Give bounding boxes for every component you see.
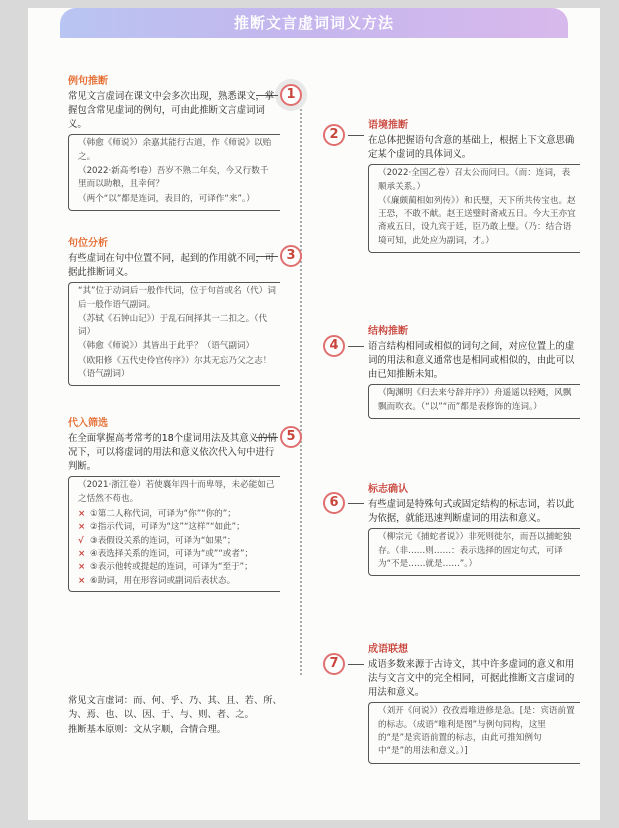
example-box (68, 476, 280, 592)
example-text: （韩愈《师说》）余嘉其能行古道，作《师说》以贻之。 (78, 138, 272, 162)
mark-icon: × (78, 548, 86, 559)
example-text: （刘开《问说》）孜孜焉唯进修是急。[是：宾语前置的标志。（成语“唯利是图”与例句同构，这里的“是”是宾语前置的标志，由此可推知例句中“是”的用法和意义。）] (378, 706, 575, 757)
example-text: （苏轼《石钟山记》）于乱石间择其一二扣之。（代词） (78, 313, 268, 338)
page (28, 8, 600, 820)
section-heading: 句位分析 (68, 238, 108, 249)
section-4 (368, 324, 580, 419)
section-2 (368, 118, 580, 253)
example-box (68, 282, 280, 386)
option-text: ⑤表示他转或提起的连词，可译为“至于”； (90, 562, 253, 573)
section-5 (68, 416, 280, 592)
connector-7 (348, 664, 364, 665)
example-box (368, 164, 580, 253)
section-number-3: 3 (280, 245, 302, 267)
option-item (78, 548, 276, 561)
example-text: “其”位于动词后一般作代词，位于句首或名（代）词后一般作语气副词。 (78, 286, 276, 310)
section-heading: 例句推断 (68, 76, 108, 87)
example-text: （陶渊明《归去来兮辞并序》）舟遥遥以轻飏，风飘飘而吹衣。（“以”“而”都是表修饰的连词。） (378, 388, 572, 412)
mark-icon: × (78, 522, 86, 533)
example-text: （柳宗元《捕蛇者说》）非死则徙尔，而吾以捕蛇独存。（非……则……：表示选择的固定句式，可译为“不是……就是……”。） (378, 532, 572, 569)
example-text: （2022·全国乙卷）召太公而问曰。（而：连词，表顺承关系。） (378, 168, 571, 192)
example-text: （2021·浙江卷）若使襄年四十而卑辱，未必能如己之恬然不苟也。 (78, 480, 275, 504)
section-intro: 语言结构相同或相似的词句之间，对应位置上的虚词的用法和意义通常也是相同或相似的，由此可以由已知推断未知。 (368, 341, 575, 381)
section-number-4: 4 (323, 335, 345, 357)
section-3 (68, 236, 280, 386)
mark-icon: √ (78, 535, 84, 546)
section-intro: 在总体把握语句含意的基础上，根据上下文意思确定某个虚词的具体词义。 (368, 135, 575, 161)
footer-summary (68, 694, 284, 737)
example-text: （《廉颇蔺相如列传》）和氏璧，天下所共传宝也。赵王恐，不敢不献。赵王送璧时斋戒五日。今大王亦宜斋戒五日，设九宾于廷，臣乃敢上璧。（乃：结合语境可知，此处应为副词，才。） (378, 195, 576, 246)
section-intro: 有些虚词在句中位置不同，起到的作用就不同，可据此推断词义。 (68, 253, 275, 279)
section-heading: 标志确认 (368, 484, 408, 495)
section-heading: 代入筛选 (68, 418, 108, 429)
section-7 (368, 642, 580, 764)
option-item (78, 535, 276, 548)
section-heading: 成语联想 (368, 644, 408, 655)
section-intro: 在全面掌握高考常考的18个虚词用法及其意义的情况下，可以将虚词的用法和意义依次代入句中进行判断。 (68, 433, 277, 473)
inference-principle: 推断基本原则：文从字顺，合情合理。 (68, 723, 227, 735)
section-number-5: 5 (280, 426, 302, 448)
option-text: ③表假设关系的连词，可译为“如果”； (90, 535, 236, 546)
example-box (368, 384, 580, 419)
option-item (78, 521, 276, 534)
section-number-6: 6 (323, 492, 345, 514)
mark-icon: × (78, 508, 86, 519)
connector-2 (348, 135, 364, 136)
connector-4 (348, 346, 364, 347)
example-note: （两个“以”都是连词，表目的，可译作“来”。） (78, 193, 255, 204)
connector-6 (348, 503, 364, 504)
section-intro: 有些虚词是特殊句式或固定结构的标志词，若以此为依据，就能迅速判断虚词的用法和意义。 (368, 499, 575, 525)
option-text: ①第二人称代词，可译为“你”“你的”； (90, 508, 236, 519)
option-list (78, 508, 276, 588)
mark-icon: × (78, 575, 86, 586)
section-number-2: 2 (323, 124, 345, 146)
example-text: （欧阳修《五代史伶官传序》）尔其无忘乃父之志！（语气副词） (78, 355, 272, 380)
section-number-7: 7 (323, 653, 345, 675)
mark-icon: × (78, 562, 86, 573)
section-intro: 成语多数来源于古诗文，其中许多虚词的意义和用法与文言文中的完全相同，可据此推断文言虚词的用法和意义。 (368, 659, 575, 699)
option-text: ④表选择关系的连词，可译为“或”“或者”； (90, 548, 254, 559)
common-particles-list: 常见文言虚词：而、何、乎、乃、其、且、若、所、为、焉、也、以、因、于、与、则、者、之。 (68, 695, 282, 721)
example-text: （韩愈《师说》）其皆出于此乎？（语气副词） (78, 341, 255, 352)
example-box (368, 702, 580, 763)
page-title: 推断文言虚词词义方法 (60, 8, 568, 38)
section-1 (68, 74, 280, 211)
section-6 (368, 482, 580, 576)
option-text: ⑥助词，用在形容词或副词后表状态。 (90, 575, 236, 586)
option-text: ②指示代词，可译为“这”“这样”“如此”； (90, 522, 245, 533)
section-heading: 语境推断 (368, 120, 408, 131)
option-item (78, 575, 276, 588)
example-text: （2022·新高考Ⅰ卷）吾岁不熟二年矣，今又行数千里而以助粮，且幸何？ (78, 165, 269, 190)
option-item (78, 561, 276, 574)
timeline-divider (300, 90, 302, 675)
option-item (78, 508, 276, 521)
section-number-1: 1 (280, 84, 302, 106)
section-heading: 结构推断 (368, 326, 408, 337)
section-intro: 常见文言虚词在课文中会多次出现，熟悉课文，掌握包含常见虚词的例句，可由此推断文言虚词词义。 (68, 91, 275, 131)
example-box (68, 134, 280, 211)
example-box (368, 528, 580, 576)
